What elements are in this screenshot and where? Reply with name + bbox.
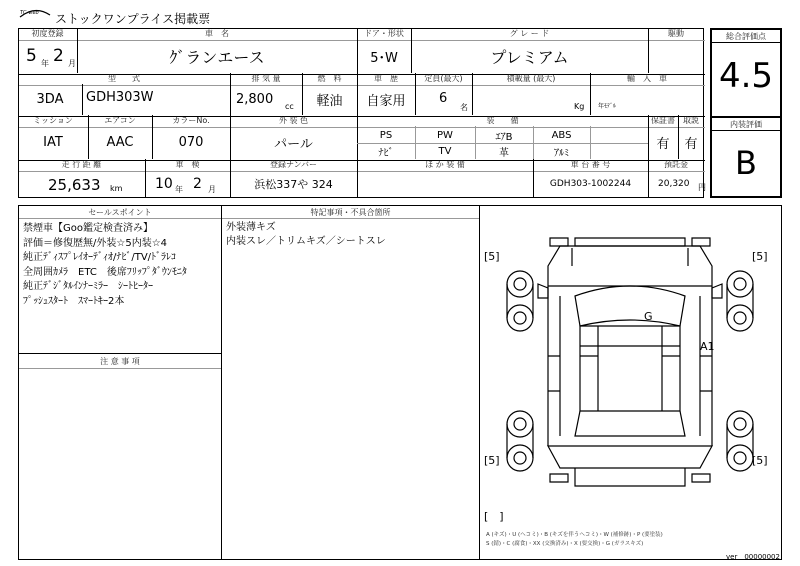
equip-alloy: ｱﾙﾐ [554,148,569,159]
sales-points-box [18,205,222,560]
equip-ps: PS [379,129,393,141]
remarks-list [226,221,386,249]
grade-value: プレミアム [490,48,569,67]
door-shape-value: 5･W [370,51,398,66]
fuel-value: 軽油 [316,94,343,109]
label-interior-score: 内装評価 [730,119,762,129]
interior-score: B [735,144,757,182]
label-mileage: 走 行 距 離 [61,160,102,169]
capacity-value: 6 名 [439,91,468,112]
sales-point-line: 評価＝修復歴無/外装☆5内装☆4 [23,237,168,249]
sales-point-line: 純正ﾃﾞｨｽﾌﾟﾚｲｵｰﾃﾞｨｵ/ﾅﾋﾞ/TV/ﾄﾞﾗﾚｺ [23,252,177,263]
remarks-box [222,205,480,560]
drive-value [648,40,704,73]
score-box [710,28,782,198]
sales-points-label: セールスポイント [88,207,152,217]
import-value: 年ﾓﾃﾞﾙ [598,103,617,110]
tire-top-left: [5] [484,250,500,263]
label-plate: 登録ナンバー [269,160,318,169]
label-other-equipment: ほ か 装 備 [425,160,465,169]
damage-mark-g: G [644,310,653,323]
plate-value: 浜松337や 324 [254,178,333,191]
equip-abs: ABS [551,129,572,141]
history-value: 自家用 [366,94,406,109]
label-load: 積載量 (最大) [506,74,556,83]
sales-point-line: 純正ﾃﾞｼﾞﾀﾙｲﾝﾅｰﾐﾗｰ ｼｰﾄﾋｰﾀｰ [23,281,153,292]
sales-point-line: 禁煙車【Goo鑑定検査済み】 [23,223,153,234]
label-displacement: 排 気 量 [251,74,281,83]
chassis-value: GDH303-1002244 [549,179,632,189]
label-capacity: 定員(最大) [424,74,463,83]
equip-pw: PW [437,129,453,141]
mission-value: IAT [43,135,63,150]
label-mission: ミッション [33,116,73,125]
sales-points-list [23,222,187,309]
manual-value: 有 [684,137,698,152]
label-exterior: 外 装 色 [278,116,309,125]
deposit-value: 20,320 円 [658,179,706,192]
car-damage-diagram [480,206,781,559]
model-prefix-value: 3DA [36,92,64,107]
equip-tv: TV [438,146,452,157]
label-door-shape: ドア・形状 [364,29,404,38]
sales-point-line: ﾌﾟｯｼｭｽﾀｰﾄ ｽﾏｰﾄｷｰ2本 [23,295,125,307]
label-deposit: 預託金 [664,160,688,169]
mileage-value: 25,633 km [48,176,123,194]
tire-top-right: [5] [752,250,768,263]
warranty-value: 有 [656,137,670,152]
other-equipment-value [357,170,533,198]
sales-point-line: 全周囲ｶﾒﾗ ETC 後席ﾌﾘｯﾌﾟﾀﾞｳﾝﾓﾆﾀ [23,266,187,278]
label-warranty: 保証書 [651,116,675,125]
label-drive: 駆動 [668,29,684,38]
displacement-value: 2,800 cc [236,92,294,111]
page-title: ストックワンプライス掲載票 [55,12,211,26]
inspection-value: 10 年 2 月 [155,176,216,194]
remark-line: 内装スレ／トリムキズ／シートスレ [226,236,386,247]
remarks-label: 特記事項・不具合箇所 [310,207,391,217]
remark-line: 外装薄キズ [226,222,276,233]
car-name-value: ｸﾞランエース [169,48,265,67]
first-reg-value: 5 年 2 月 [26,46,76,68]
tire-bottom-left: [5] [484,454,500,467]
label-import: 輸 入 車 [627,74,667,83]
damage-mark-a1: A1 [700,340,715,353]
version-label: ver 00000002 [726,553,780,561]
label-fuel: 燃 料 [317,74,342,83]
load-value: Kg [574,102,585,111]
label-grade: グ レ ー ド [509,29,550,38]
equip-airbag: ｴｱB [495,131,513,143]
overall-score: 4.5 [718,56,774,96]
spare-tire: [ ] [484,510,504,523]
aircon-value: AAC [106,135,134,150]
logo [18,6,52,20]
label-overall-score: 総合評価点 [726,31,766,41]
legend-line-2: S (錆)・C (腐食)・XX (交換済み)・X (要交換)・G (ガラスキズ) [486,541,644,547]
equip-leather: 革 [499,148,509,159]
tire-bottom-right: [5] [752,454,768,467]
notes-label: 注 意 事 項 [100,356,140,366]
exterior-value: パール [274,137,313,152]
label-inspection: 車 検 [175,160,200,169]
label-equipment: 装 備 [486,116,519,125]
label-color-no: カラーNo. [172,116,210,125]
label-car-name: 車 名 [205,29,229,38]
diagram-box [480,205,782,560]
legend-line-1: A (キズ)・U (ヘコミ)・B (キズを伴うヘコミ)・W (補修跡)・P (要塗装) [486,532,663,538]
label-chassis: 車 台 番 号 [570,160,611,169]
label-first-reg: 初度登録 [31,29,64,38]
color-no-value: 070 [178,135,204,150]
label-history: 車 歴 [374,74,398,83]
label-aircon: エアコン [104,116,136,125]
equip-navi: ﾅﾋﾞ [378,148,394,159]
logo-text: TC-web [20,10,39,16]
label-manual: 取説 [683,116,699,125]
label-model: 型 式 [108,74,140,83]
model-value: GDH303W [86,90,154,105]
